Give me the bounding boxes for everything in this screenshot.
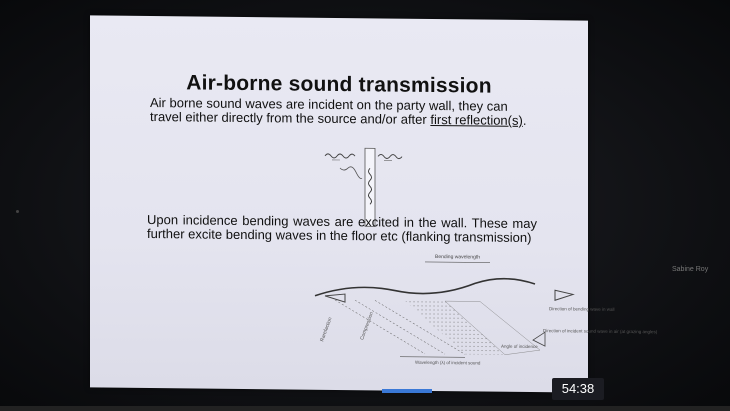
label-direction-incident: Direction of incident sound wave in air (at grazing angles) [543, 328, 658, 335]
slide-indicator[interactable] [382, 389, 432, 393]
slide-title: Air-borne sound transmission [186, 71, 492, 98]
side-label: Sabine Roy [672, 266, 709, 273]
paragraph-1-text: Air borne sound waves are incident on the party wall, they can travel either directly from the source and/or after [150, 95, 508, 127]
paragraph-2: Upon incidence bending waves are excited in the wall. These may further excite bending waves in the floor etc (flanking transmission) [147, 211, 537, 246]
paragraph-1-end: . [522, 112, 527, 128]
paragraph-1 [150, 96, 540, 128]
bending-wave-diagram [305, 248, 658, 371]
arrow-right-icon [555, 290, 573, 300]
label-direction-bending: Direction of bending wave in wall [549, 306, 615, 312]
progress-bar[interactable] [0, 406, 730, 411]
label-wavelength-incident: Wavelength (λ) of incident sound [415, 359, 481, 366]
transmitted-wave-right [378, 154, 402, 158]
bending-wave-line [315, 277, 535, 298]
label-compression: Compression [359, 311, 375, 341]
label-angle-incidence: Angle of incidence [501, 343, 538, 350]
label-rarefaction: Rarefaction [319, 316, 334, 343]
incident-wave-left [325, 154, 355, 158]
first-reflections-link: first reflection(s) [430, 111, 523, 128]
marker-dot [16, 210, 19, 213]
arrow-left-icon [325, 294, 345, 302]
label-bending-wavelength: Bending wavelength [435, 254, 481, 261]
slide [90, 15, 658, 392]
compression-zone [405, 301, 505, 355]
timer-display: 54:38 [552, 378, 604, 400]
reflected-wave [340, 167, 362, 179]
